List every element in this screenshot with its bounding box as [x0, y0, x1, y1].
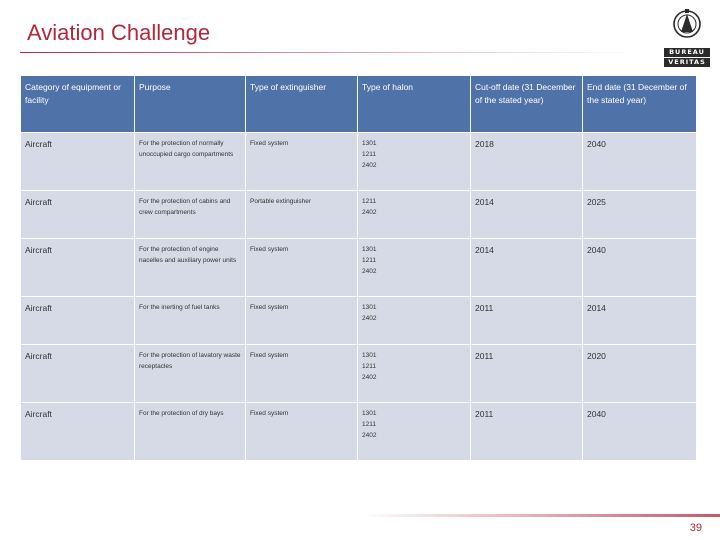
- table-row: [21, 403, 697, 461]
- cell-category: Aircraft: [21, 345, 135, 403]
- cell-cutoff-date: 2014: [471, 191, 583, 239]
- cell-end-date: 2040: [583, 133, 697, 191]
- cell-cutoff-date: 2014: [471, 239, 583, 297]
- cell-cutoff-date: 2018: [471, 133, 583, 191]
- cell-end-date: 2040: [583, 239, 697, 297]
- table-row: [21, 239, 697, 297]
- table-row: [21, 191, 697, 239]
- table-header-row: [21, 76, 697, 133]
- halon-type: 2402: [362, 432, 377, 439]
- halon-type: 1211: [362, 198, 376, 205]
- page-number: 39: [689, 522, 702, 534]
- cell-category: Aircraft: [21, 133, 135, 191]
- cell-category: Aircraft: [21, 297, 135, 345]
- halon-type: 1211: [362, 151, 376, 158]
- cell-purpose: For the protection of lavatory waste receptacles: [135, 345, 246, 403]
- halon-table: [20, 75, 697, 461]
- cell-halon: [358, 133, 471, 191]
- cell-halon: [358, 345, 471, 403]
- header-category: Category of equipment or facility: [21, 76, 135, 133]
- halon-type: 1301: [362, 140, 377, 147]
- cell-category: Aircraft: [21, 191, 135, 239]
- cell-category: Aircraft: [21, 239, 135, 297]
- cell-extinguisher: Fixed system: [246, 403, 358, 461]
- header-extinguisher: Type of extinguisher: [246, 76, 358, 133]
- halon-type: 1301: [362, 246, 377, 253]
- halon-type: 2402: [362, 209, 377, 216]
- cell-end-date: 2040: [583, 403, 697, 461]
- halon-type: 1301: [362, 410, 377, 417]
- header-cutoff-date: Cut-off date (31 December of the stated year): [471, 76, 583, 133]
- halon-type: 1301: [362, 304, 377, 311]
- halon-type: 1211: [362, 257, 376, 264]
- halon-type: 2402: [362, 162, 377, 169]
- table-row: [21, 345, 697, 403]
- cell-halon: [358, 403, 471, 461]
- halon-type: 2402: [362, 374, 377, 381]
- halon-type: 2402: [362, 268, 377, 275]
- header-purpose: Purpose: [135, 76, 246, 133]
- cell-purpose: For the protection of engine nacelles and auxiliary power units: [135, 239, 246, 297]
- cell-end-date: 2025: [583, 191, 697, 239]
- logo-text-line2: VERITAS: [664, 58, 710, 67]
- bureau-veritas-logo: [664, 6, 710, 66]
- cell-end-date: 2014: [583, 297, 697, 345]
- cell-purpose: For the protection of cabins and crew compartments: [135, 191, 246, 239]
- halon-type: 2402: [362, 315, 377, 322]
- logo-text-line1: BUREAU: [664, 48, 710, 57]
- header-end-date: End date (31 December of the stated year): [583, 76, 697, 133]
- table-row: [21, 133, 697, 191]
- halon-type: 1301: [362, 352, 377, 359]
- cell-end-date: 2020: [583, 345, 697, 403]
- footer-divider: [360, 514, 720, 517]
- cell-cutoff-date: 2011: [471, 345, 583, 403]
- cell-extinguisher: Fixed system: [246, 133, 358, 191]
- cell-cutoff-date: 2011: [471, 297, 583, 345]
- bureau-veritas-emblem-icon: [672, 6, 702, 46]
- cell-purpose: For the protection of dry bays: [135, 403, 246, 461]
- cell-halon: [358, 297, 471, 345]
- halon-type: 1211: [362, 363, 376, 370]
- cell-purpose: For the inerting of fuel tanks: [135, 297, 246, 345]
- cell-extinguisher: Fixed system: [246, 239, 358, 297]
- cell-extinguisher: Fixed system: [246, 345, 358, 403]
- cell-extinguisher: Fixed system: [246, 297, 358, 345]
- title-divider: [20, 52, 640, 53]
- cell-cutoff-date: 2011: [471, 403, 583, 461]
- cell-halon: [358, 191, 471, 239]
- header-halon: Type of halon: [358, 76, 471, 133]
- cell-halon: [358, 239, 471, 297]
- cell-category: Aircraft: [21, 403, 135, 461]
- page-title: Aviation Challenge: [27, 20, 211, 45]
- cell-purpose: For the protection of normally unoccupied cargo compartments: [135, 133, 246, 191]
- halon-type: 1211: [362, 421, 376, 428]
- cell-extinguisher: Portable extinguisher: [246, 191, 358, 239]
- table-row: [21, 297, 697, 345]
